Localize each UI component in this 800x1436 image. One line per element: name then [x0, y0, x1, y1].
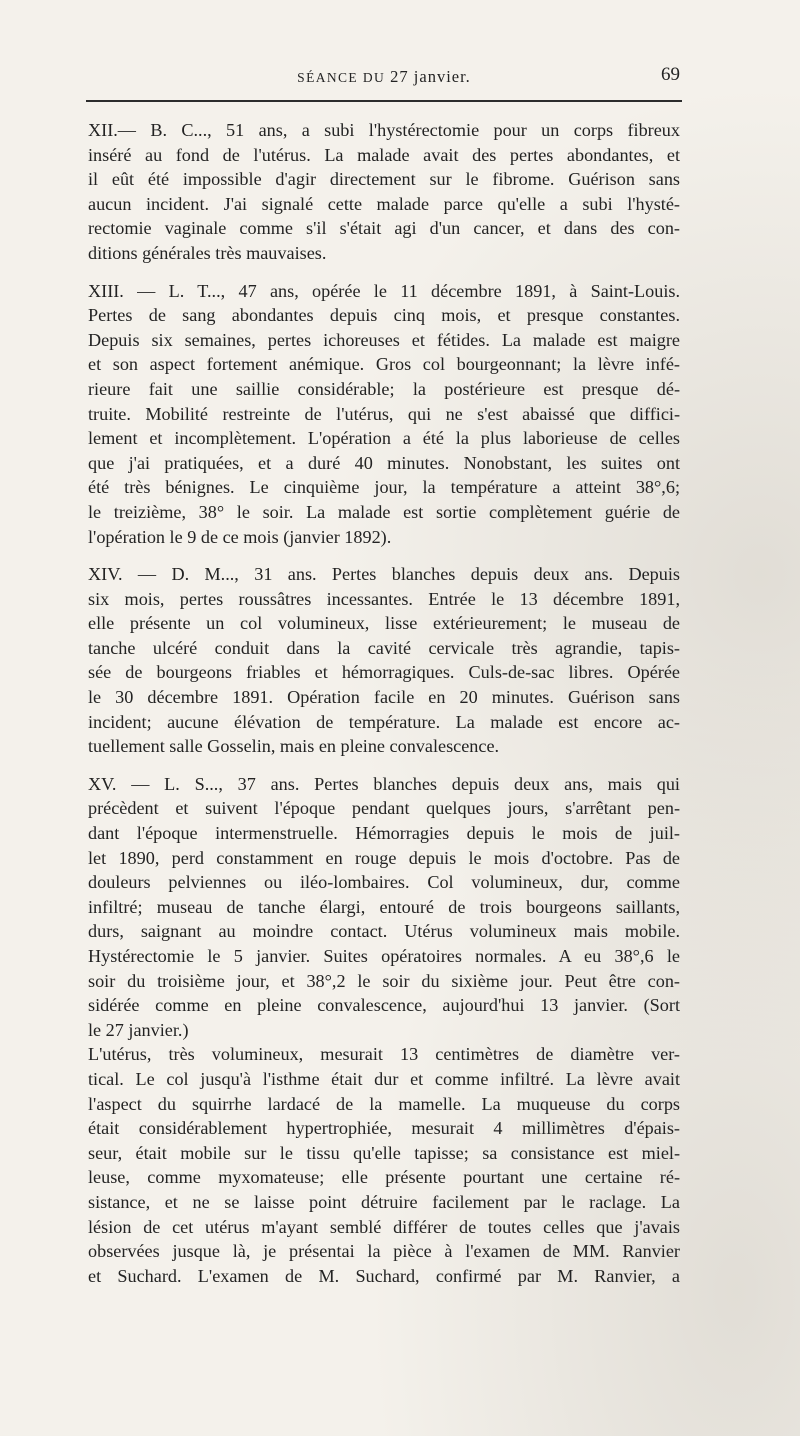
paragraph-case-xii [88, 118, 680, 266]
text-line: incident; aucune élévation de température. La malade est encore ac- [88, 711, 680, 732]
text-line: tical. Le col jusqu'à l'isthme était dur et comme infiltré. La lèvre avait [88, 1068, 680, 1089]
text-line: inséré au fond de l'utérus. La malade avait des pertes abondantes, et [88, 144, 680, 165]
page-header [88, 64, 680, 88]
header-rule [86, 100, 682, 102]
text-line: XIII. — L. T..., 47 ans, opérée le 11 décembre 1891, à Saint-Louis. [88, 280, 680, 301]
text-line: Depuis six semaines, pertes ichoreuses et fétides. La malade est maigre [88, 329, 680, 350]
text-line: était considérablement hypertrophiée, mesurait 4 millimètres d'épais- [88, 1118, 680, 1139]
text-line: précèdent et suivent l'époque pendant quelques jours, s'arrêtant pen- [88, 798, 680, 819]
body-text [88, 118, 680, 1288]
text-line: L'utérus, très volumineux, mesurait 13 centimètres de diamètre ver- [88, 1044, 680, 1065]
paragraph-case-xiv [88, 562, 680, 759]
running-title [88, 67, 680, 87]
text-line: le 30 décembre 1891. Opération facile en 20 minutes. Guérison sans [88, 687, 680, 708]
text-line: et son aspect fortement anémique. Gros col bourgeonnant; la lèvre infé- [88, 354, 680, 375]
text-line: XIV. — D. M..., 31 ans. Pertes blanches depuis deux ans. Depuis [88, 564, 680, 585]
text-line: Pertes de sang abondantes depuis cinq mois, et presque constantes. [88, 305, 680, 326]
text-line: observées jusque là, je présentai la pièce à l'examen de MM. Ranvier [88, 1241, 680, 1262]
text-line: l'aspect du squirrhe lardacé de la mamelle. La muqueuse du corps [88, 1093, 680, 1114]
text-line: truite. Mobilité restreinte de l'utérus, qui ne s'est abaissé que diffici- [88, 403, 680, 424]
text-line: sidérée comme en pleine convalescence, aujourd'hui 13 janvier. (Sort [88, 995, 680, 1016]
text-line: aucun incident. J'ai signalé cette malade parce qu'elle a subi l'hysté- [88, 193, 680, 214]
text-line: rectomie vaginale comme s'il s'était agi d'un cancer, et dans des con- [88, 218, 680, 239]
text-line: rieure fait une saillie considérable; la postérieure est presque dé- [88, 378, 680, 399]
text-line: le treizième, 38° le soir. La malade est sortie complètement guérie de [88, 501, 680, 522]
text-line: tanche ulcéré conduit dans la cavité cervicale très agrandie, tapis- [88, 637, 680, 658]
text-line: que j'ai pratiquées, et a duré 40 minutes. Nonobstant, les suites ont [88, 452, 680, 473]
text-line: lésion de cet utérus m'ayant semblé différer de toutes celles que j'avais [88, 1216, 680, 1237]
text-line: et Suchard. L'examen de M. Suchard, confirmé par M. Ranvier, a [88, 1265, 680, 1286]
text-line: dant l'époque intermenstruelle. Hémorragies depuis le mois de juil- [88, 823, 680, 844]
text-line: infiltré; museau de tanche élargi, entouré de trois bourgeons saillants, [88, 896, 680, 917]
text-line: elle présente un col volumineux, lisse extérieurement; le museau de [88, 613, 680, 634]
text-line: leuse, comme myxomateuse; elle présente pourtant une certaine ré- [88, 1167, 680, 1188]
paragraph-case-xiii [88, 279, 680, 550]
paragraph-uterus-description [88, 1042, 680, 1288]
text-line: ditions générales très mauvaises. [88, 242, 327, 263]
text-line: durs, saignant au moindre contact. Utérus volumineux mais mobile. [88, 921, 680, 942]
text-line: il eût été impossible d'agir directement sur le fibrome. Guérison sans [88, 169, 680, 190]
text-line: XII.— B. C..., 51 ans, a subi l'hystérectomie pour un corps fibreux [88, 120, 680, 140]
text-line: Hystérectomie le 5 janvier. Suites opératoires normales. A eu 38°,6 le [88, 946, 680, 966]
text-line: XV. — L. S..., 37 ans. Pertes blanches depuis deux ans, mais qui [88, 773, 680, 794]
running-title-prefix: SÉANCE DU [297, 70, 386, 85]
text-line: let 1890, perd constamment en rouge depuis le mois d'octobre. Pas de [88, 847, 680, 868]
page-number: 69 [661, 64, 680, 85]
text-line: tuellement salle Gosselin, mais en pleine convalescence. [88, 736, 500, 757]
text-line: douleurs pelviennes ou iléo-lombaires. Col volumineux, dur, comme [88, 872, 680, 893]
paragraph-case-xv [88, 772, 680, 1043]
text-line: six mois, pertes roussâtres incessantes. Entrée le 13 décembre 1891, [88, 588, 680, 609]
text-line: lement et incomplètement. L'opération a été la plus laborieuse de celles [88, 428, 680, 449]
text-line: sistance, et ne se laisse point détruire facilement par le raclage. La [88, 1191, 680, 1212]
text-line: seur, était mobile sur le tissu qu'elle tapisse; sa consistance est miel- [88, 1142, 680, 1163]
running-title-date: 27 janvier. [390, 67, 471, 86]
text-line: l'opération le 9 de ce mois (janvier 1892). [88, 526, 392, 547]
text-line: soir du troisième jour, et 38°,2 le soir du sixième jour. Peut être con- [88, 970, 680, 991]
text-line: le 27 janvier.) [88, 1019, 189, 1040]
text-line: sée de bourgeons friables et hémorragiques. Culs-de-sac libres. Opérée [88, 662, 680, 683]
text-line: été très bénignes. Le cinquième jour, la température a atteint 38°,6; [88, 477, 680, 498]
